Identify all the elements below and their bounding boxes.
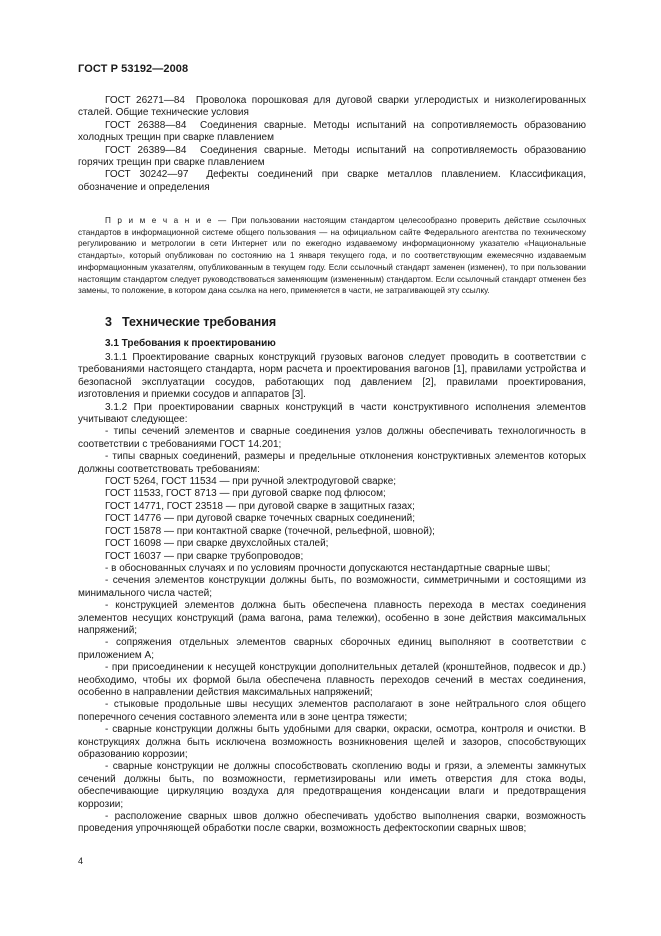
list-item: - сопряжения отдельных элементов сварных сборочных единиц выполняют в соответствии с приложением А;	[78, 637, 586, 661]
list-item: - сварные конструкции должны быть удобными для сварки, окраски, осмотра, контроля и очистки. В конструкциях должна быть исключена возможность возникновения щелей и зазоров, способствующих образованию коррозии;	[78, 724, 586, 760]
note-block	[78, 215, 586, 297]
reference-item	[78, 145, 586, 170]
standard-item: ГОСТ 14776 — при дуговой сварке точечных сварных соединений;	[105, 513, 415, 525]
list-item: - стыковые продольные швы несущих элементов располагают в зоне нейтрального слоя общего поперечного сечения составного элемента или в зоне центра тяжести;	[78, 699, 586, 723]
main-text	[78, 352, 586, 836]
paragraph-3-1-1: 3.1.1 Проектирование сварных конструкций грузовых вагонов следует проводить в соответствии с требованиями настоящего стандарта, норм расчета и проектирования вагонов [1], правилами устройства и безопасной эксплуатации сосудов, работающих под давлением [2], правилами проектирования, изготовления и приемки сосудов и аппаратов [3].	[78, 352, 586, 401]
reference-title: Соединения сварные. Методы испытаний на сопротивляемость образованию горячих трещин при сварке плавлением	[78, 144, 586, 169]
standard-item: ГОСТ 16098 — при сварке двухслойных сталей;	[105, 538, 329, 550]
list-item: - сварные конструкции не должны способствовать скоплению воды и грязи, а элементы замкнутых сечений должны быть, по возможности, герметизированы или иметь отверстия для стока воды, обеспечивающие циркуляцию воздуха для предотвращения конденсации влаги и предотвращения коррозии;	[78, 761, 586, 810]
reference-item	[78, 120, 586, 145]
reference-code: ГОСТ 26389—84	[105, 144, 187, 156]
section-heading	[105, 315, 276, 329]
standard-item: ГОСТ 5264, ГОСТ 11534 — при ручной электродуговой сварке;	[105, 476, 397, 488]
list-item: - расположение сварных швов должно обеспечивать удобство выполнения сварки, возможность проведения упрочняющей обработки после сварки, возможность дефектоскопии сварных швов;	[78, 811, 586, 835]
reference-code: ГОСТ 26271—84	[105, 95, 185, 106]
note-label: П р и м е ч а н и е —	[105, 216, 228, 225]
list-item: - типы сварных соединений, размеры и предельные отклонения конструктивных элементов которых должны соответствовать требованиям:	[78, 451, 586, 475]
note-text: При пользовании настоящим стандартом целесообразно проверить действие ссылочных стандартов в информационной системе общего пользования — на официальном сайте Федерального агентства по техническому регулированию и метрологии в сети Интернет или по ежегодно издаваемому информационному указателю «Национальные стандарты», который опубликован по состоянию на 1 января текущего года, и по соответствующим ежемесячно издаваемым информационным указателям, опубликованным в текущем году. Если ссылочный стандарт заменен (изменен), то при пользовании настоящим стандартом следует руководствоваться заменяющим (измененным) стандартом. Если ссылочный стандарт отменен без замены, то положение, в котором дана ссылка на него, применяется в части, не затрагивающей эту ссылку.	[78, 216, 586, 296]
reference-item	[78, 95, 586, 120]
reference-title: Соединения сварные. Методы испытаний на сопротивляемость образованию холодных трещин при сварке плавлением	[78, 119, 586, 144]
subsection-heading: 3.1 Требования к проектированию	[105, 338, 276, 349]
reference-title: Проволока порошковая для дуговой сварки углеродистых и низколегированных сталей. Общие технические условия	[78, 95, 586, 119]
reference-code: ГОСТ 26388—84	[105, 119, 187, 131]
standard-item: ГОСТ 15878 — при контактной сварке (точечной, рельефной, шовной);	[105, 525, 435, 537]
list-item: - при присоединении к несущей конструкции дополнительных деталей (кронштейнов, подвесок и др.) необходимо, чтобы их формой была обеспечена плавность переходов сечений в местах соединения, особенно в направлении действия максимальных напряжений;	[78, 662, 586, 698]
section-number: 3	[105, 315, 112, 329]
standard-item: ГОСТ 11533, ГОСТ 8713 — при дуговой сварке под флюсом;	[105, 488, 386, 500]
list-item: - сечения элементов конструкции должны быть, по возможности, симметричными и состоящими из минимального числа частей;	[78, 575, 586, 599]
standard-item: ГОСТ 14771, ГОСТ 23518 — при дуговой сварке в защитных газах;	[105, 500, 415, 512]
standard-item: ГОСТ 16037 — при сварке трубопроводов;	[105, 550, 304, 562]
reference-code: ГОСТ 30242—97	[105, 169, 189, 181]
section-title: Технические требования	[121, 315, 277, 329]
list-item: - конструкцией элементов должна быть обеспечена плавность перехода в местах соединения элементов несущих конструкций (рама вагона, рама тележки), особенно в зоне действия максимальных напряжений;	[78, 600, 586, 636]
page-number: 4	[78, 856, 84, 866]
page-header: ГОСТ Р 53192—2008	[78, 63, 189, 75]
list-item: - в обоснованных случаях и по условиям прочности допускаются нестандартные сварные швы;	[105, 562, 551, 574]
references-list	[78, 95, 586, 194]
reference-item	[78, 169, 586, 194]
list-item: - типы сечений элементов и сварные соединения узлов должны обеспечивать технологичность в соответствии с требованиями ГОСТ 14.201;	[78, 426, 586, 450]
reference-title: Дефекты соединений при сварке металлов плавлением. Классификация, обозначение и определения	[78, 169, 587, 193]
paragraph-3-1-2: 3.1.2 При проектировании сварных конструкций в части конструктивного исполнения элементов учитывают следующее:	[78, 401, 586, 426]
